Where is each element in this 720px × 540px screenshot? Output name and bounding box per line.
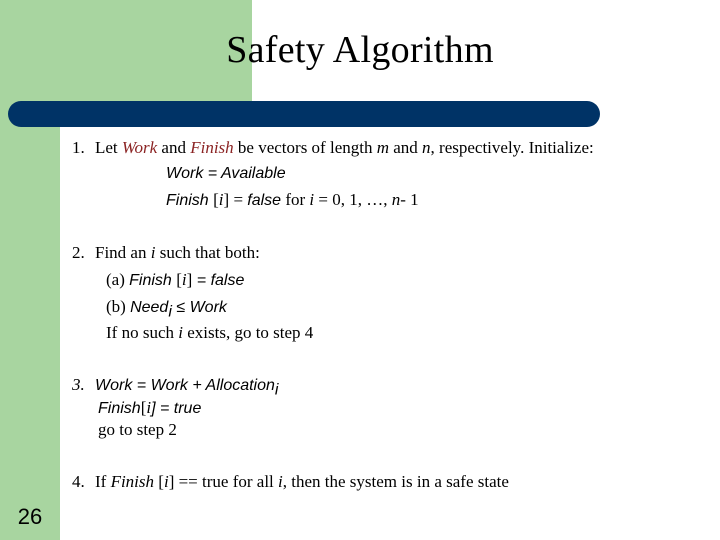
range-end: - 1 [400,190,419,209]
step-1-number: 1. [72,138,85,157]
bracket: [ [176,270,182,289]
var-i: i [181,270,187,289]
slide-title: Safety Algorithm [226,29,494,71]
step-2-line [72,241,260,264]
bracket: ] [186,270,193,289]
condition-b-expr: ≤ Work [171,299,227,316]
finish-true-expr: ] = true [151,400,202,417]
fallback-text: exists, go to step 4 [182,323,314,342]
bracket: [ [213,190,219,209]
term-finish: Finish [190,138,234,157]
goto-step-2-text: go to step 2 [98,420,177,439]
step-3-goto [98,418,177,441]
page-number: 26 [17,504,43,529]
var-n: n [422,138,431,157]
init-finish-expr: Finish [166,192,214,209]
step-4-text: , then the system is in a safe state [282,472,509,491]
title-divider-bar [8,101,600,127]
condition-a-label: (a) [106,270,130,289]
var-i: i [163,472,169,491]
fallback-text: If no such [106,323,179,342]
subscript-i: i [274,381,279,399]
step-1-text: and [389,138,423,157]
var-i: i [278,472,283,491]
condition-b-label: (b) [106,297,131,316]
term-finish: Finish [98,400,141,417]
step-2-text: such that both: [155,243,260,262]
condition-a-value: = false [192,272,245,289]
step-2-condition-b [106,295,227,323]
step-4-text: [ [154,472,164,491]
var-i: i [150,243,156,262]
step-1-line [72,136,594,159]
step-1-init-finish [166,188,419,212]
term-need: Need [130,299,169,316]
equals: ] = [223,190,248,209]
step-4-text: ] == true for all [168,472,279,491]
range-text: = 0, 1, …, [314,190,392,209]
subscript-i: i [168,303,172,321]
var-n: n [391,190,401,209]
step-2-condition-a [106,268,244,292]
term-finish: Finish [110,472,155,491]
condition-a-expr: Finish [129,272,177,289]
left-accent-strip [0,0,60,540]
step-3-number: 3. [72,375,85,394]
step-1-text: Let [95,138,122,157]
init-work-expr: Work = Available [166,165,286,182]
step-2-text: Find an [95,243,151,262]
value-false: false [247,192,282,209]
var-i: i [178,323,183,342]
step-3-update-expr: Work = Work + Allocation [95,377,275,394]
var-i: i [309,190,315,209]
step-1-text: , respectively. Initialize: [430,138,594,157]
for-text: for [281,190,310,209]
step-3-finish-line [98,396,201,420]
step-1-init-work [166,161,286,185]
step-1-text: and [157,138,191,157]
step-4-number: 4. [72,472,85,491]
term-work: Work [121,138,158,157]
var-i: i [218,190,224,209]
step-4-line [72,470,509,493]
step-1-text: be vectors of length [233,138,377,157]
var-m: m [376,138,389,157]
var-i: i [146,398,152,417]
step-2-fallback [106,321,313,344]
bracket: [ [140,398,147,417]
step-4-text: If [95,472,111,491]
step-2-number: 2. [72,243,85,262]
